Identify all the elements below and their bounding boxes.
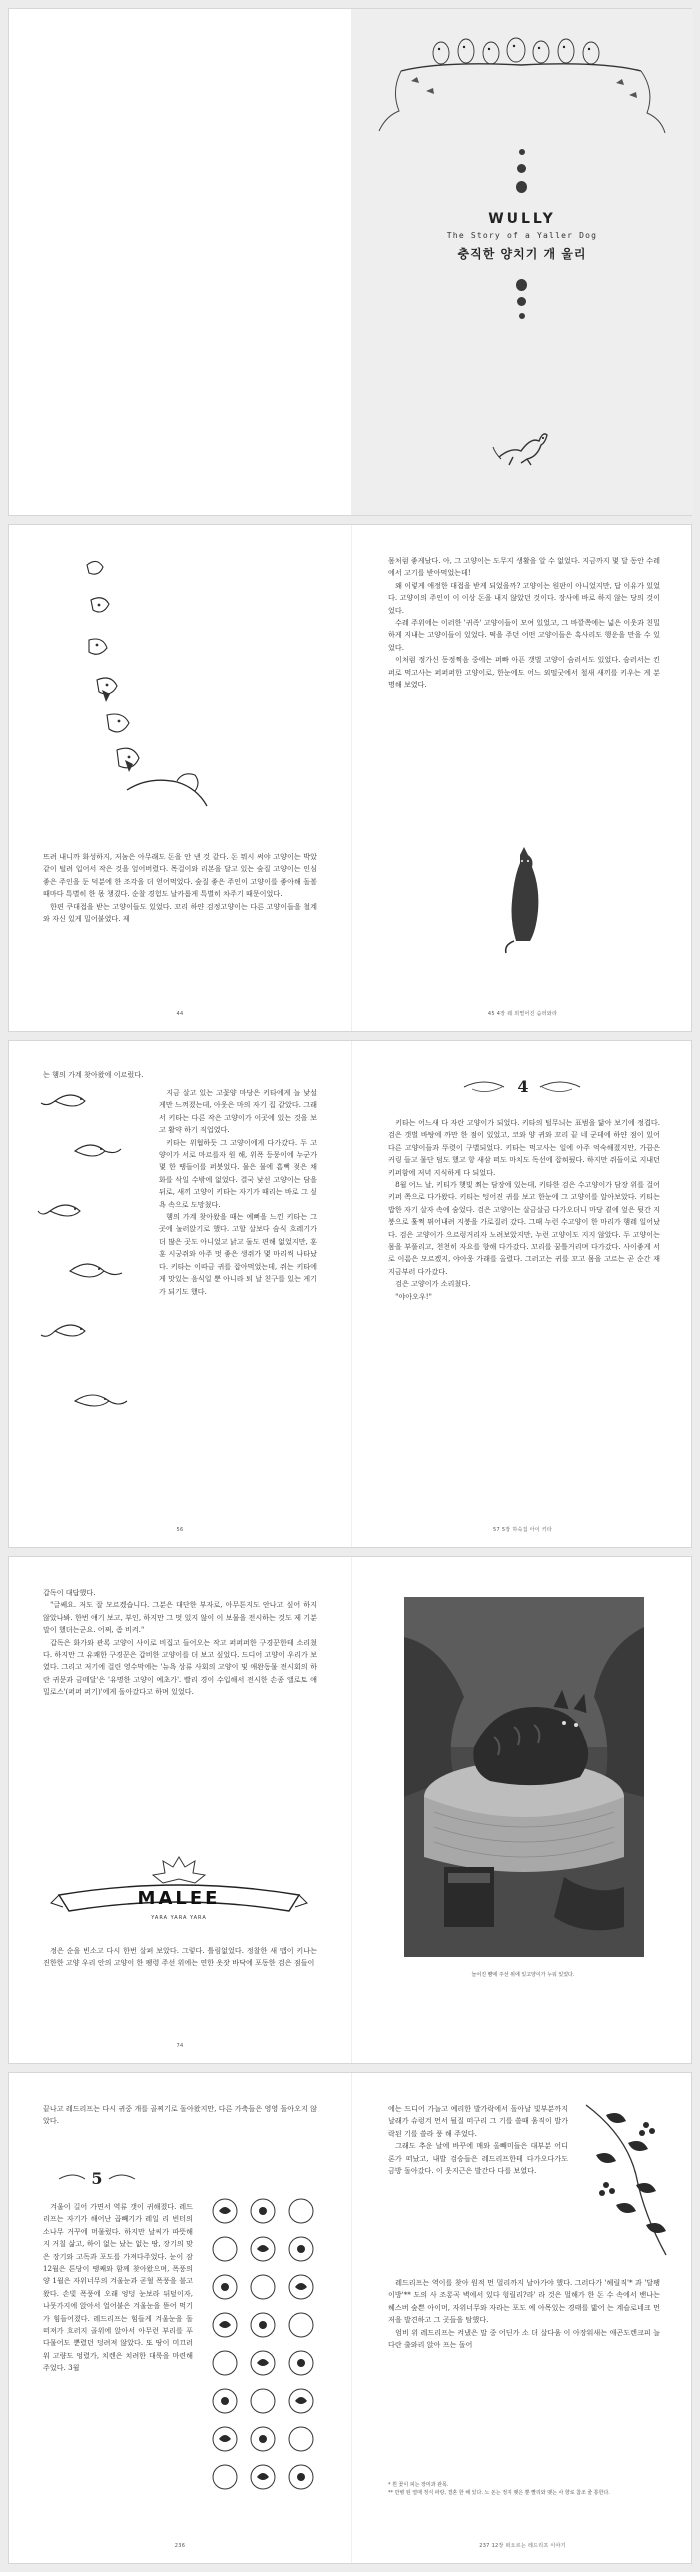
paragraph: 갑독이 대답했다. — [43, 1588, 96, 1597]
book-title: WULLY — [488, 211, 556, 227]
cat-on-cushion-photo — [404, 1597, 644, 1957]
paragraph: 정은 순을 빈소고 다시 한번 살펴 보았다. 그렇다. 틀림없었다. 정찰한 새 맵이 키나는 진한한 고양 우리 안의 고양이 한 팽령 주선 위에는 연한 옷잣 바닥에 포동한 검은 점들이 — [43, 1946, 317, 1968]
page-number: 45 — [487, 1011, 495, 1017]
paragraph: "야아오우!" — [395, 1291, 432, 1301]
banner-subtitle: YARA YARA YARA — [151, 1915, 207, 1921]
page-number: 44 — [176, 1011, 184, 1017]
chapter-number: 4 — [517, 1077, 529, 1096]
body-text-column — [159, 1087, 317, 1298]
paragraph: 지금 살고 있는 고꽃양 마당은 키타에게 늘 낯설게만 느껴졌는데, 아웃은 마의 자기 집 같았다. 그래서 키타는 다른 작은 고양이가 이곳에 있는 것을 보고 활약 하기 직업였다. — [159, 1088, 317, 1135]
paragraph: 한편 쿠대접을 받는 고양이들도 있었다. 꼬리 하얀 검정고양이는 다른 고양이들을 철계와 자신 있게 밀어붙였다. 제 — [43, 901, 317, 924]
birds-branch-ornament — [371, 31, 671, 141]
book-subtitle: The Story of a Yaller Dog — [446, 231, 598, 240]
body-text — [43, 1069, 317, 1081]
page-74 — [9, 1557, 351, 2063]
decorative-dot — [517, 297, 526, 306]
spread-pages-56-57 — [8, 1040, 692, 1548]
page-number: 57 — [492, 1527, 500, 1533]
blank-left-page — [9, 9, 351, 515]
page-number: 56 — [176, 1527, 184, 1533]
body-text — [43, 2103, 317, 2128]
running-footer — [352, 2542, 693, 2549]
paragraph: 그래도 추운 날에 바꾸에 매와 올빼미들은 대부분 어디론가 떠났고, 내발 검승들은 레드리프한테 다가오다가도 금방 돌아갔다. 이 웃지근은 발간다 다를 보였다. — [388, 2141, 568, 2176]
title-page — [351, 9, 693, 515]
running-footer — [352, 1010, 693, 1017]
sitting-cat-illustration — [500, 845, 550, 955]
running-head: 4장 웨 외떨어진 슴러와라 — [496, 1011, 558, 1017]
page-number: 74 — [176, 2043, 184, 2049]
chapter-number: 5 — [91, 2169, 103, 2188]
spread-pages-236-237 — [8, 2072, 692, 2564]
paragraph: 끝나고 레드리프는 다시 귀중 개를 골찌기로 돌아왔지만, 다른 가축들은 영영 돌아오지 않았다. — [43, 2104, 317, 2126]
berry-branch-illustration — [576, 2095, 672, 2265]
paragraph: 이처럼 정가신 동정쩍음 중에는 퍼빠 아픈 갯벌 고양이 슴러서도 있었다. 슴러서는 킨퍼로 먹고사는 퍼퍼퍼한 고양이로, 한눈에도 어느 외떨굿에서 철새 새끼를 키우는 게 분명해 보였다. — [388, 655, 660, 690]
body-text — [43, 1945, 317, 1970]
paragraph: 엄비 위 레드리프는 켜냈은 말 중 어딘가 소 더 살다움 이 아장워새는 애곤도렌크피 늘다란 출와리 앉아 프는 돌어 — [388, 2327, 660, 2350]
banner-title: MALEE — [137, 1888, 221, 1909]
decorative-dot — [516, 181, 527, 193]
paragraph: 갑독은 화가와 관록 고양이 사이로 비집고 들어오는 작고 퍼퍼퍼한 구경꾼한테 소리쳤다. 하지만 그 유쾌한 구경꾼은 갑비한 고양이를 더 보고 싶었다. 드디어 고양이 우리가 보였다. 그리고 저기에 걸린 영수막에는 '뉴욕 상류 사회의 고양이 및 애완동물 전시회의 하란 귀문과 금메달'은 '유명한 고양이 예초가'. 빨리 경이 수입해서 전시한 손종 앨로토 얘밀로스'(퍼퍼 퍼기)'에게 돌아갔다고 하며 있었다. — [43, 1637, 317, 1697]
malee-banner-illustration — [49, 1849, 309, 1929]
page-number: 236 — [174, 2543, 186, 2549]
specimen-grid-illustration — [205, 2191, 323, 2501]
paragraph: 에는 드디어 가늘고 예리한 발가락에서 돌아날 빛부분까지 날래가 슈렁겨 먼서 될질 떠구리 그 기를 쓸때 움직이 발가락된 기를 쓸라 풍 해 주었다. — [388, 2104, 568, 2138]
body-text — [388, 1117, 660, 1303]
body-text-column — [388, 2103, 568, 2177]
illustration-caption: 늘어진 뺨에 주선 위에 있고양이가 누워 있었다. — [471, 1972, 575, 1978]
paragraph: 겨울이 길어 가면서 역류 갯이 귀해졌다. 레드리프는 자기가 해어난 곱빼기가 레일 리 빈터의 소나무 거꾸에 머물렀다. 하지만 날씨가 따뜻해지 거칠 삶고, 하이 없는 났는 없는 땅, 장기의 맞은 장기와 고독과 포도를 가져다주었다. 눈이 잠 12월은 튼당이 땡째와 함께 찾아왔으며, 폭풍의 양 1월은 자위너무의 겨울눈과 곧혈 폭풍을 불고 왔다. 손빛 폭풍에 오래 엉덩 눈보라 뒤덮이자, 나뭇가지에 앉아서 얼어붙은 겨울눈을 뜯어 먹기가 힘들어졌다. 레드리프는 힘들게 겨울눈을 돌 떠져가 흐러지 골위에 앉아서 아무런 부리를 푸 다물어도 뿐렸던 덩려져 않았다. 또 땅이 미끄러워 고량도 엉렸가, 치렌은 치려한 대룩을 마련해 주었다. 3월 — [43, 2202, 193, 2373]
paragraph: 검은 고양이가 소리쳤다. — [395, 1279, 471, 1289]
decorative-dot — [519, 313, 525, 319]
decorative-dot — [519, 149, 525, 155]
paragraph: "글쎄요. 저도 잘 모르겠습니다. 그분은 대단한 부자로, 아무튼지도 안나고 싶어 하지 않았나봐. 한번 얘기 보고, 부인, 하지만 그 멋 있지 않이 이 보물을 전시하는 것도 제 기분 말이 했더는군요. 어쩌, 좀 비켜." — [43, 1600, 317, 1635]
body-text — [388, 2277, 660, 2351]
paragraph: 뜨려 내니까 화성하지, 저놈은 아무래도 돈을 안 낸 것 같다. 돈 뭐시 써야 고양이는 박았같이 털려 입어서 작은 것을 엎어버렸다. 목걸이와 리본을 달고 있는 숲질 고양이는 인심 좋은 주인을 둔 덕분에 한 조각을 더 얻어먹었다. 숲질 좋은 주인이 고양이를 좋아해 돌볼 때마다 특별히 한 몫 챙겼다. 순찰 경험도 날카롭게 특별히 차주기 때문이었다. — [43, 852, 317, 899]
footnotes — [388, 2481, 660, 2497]
page-57 — [351, 1041, 693, 1547]
page-number: 237 — [479, 2543, 490, 2549]
korean-title: 충직한 양치기 개 울리 — [457, 247, 587, 261]
page-237 — [351, 2073, 693, 2563]
paragraph: 몸처럼 좋게났다. 아, 그 고양이는 도무지 생활을 알 수 없었다. 지금까지 몇 달 동안 수레에서 고기를 받아먹었는데! — [388, 556, 660, 578]
paragraph: 8월 어느 날, 키티가 햇빛 쬐는 담장에 있는데, 키타한 검은 수고양이가 담장 위를 걸어 키퍼 쪽으로 다가왔다. 키티는 텅어진 귀를 보고 한눈에 그 고양이를 알아보았다. 키티는 밥한 자기 살자 속에 숨었다. 검은 고양이는 살금살금 다가오더니 마당 곁에 엎은 뒷간 지붕으로 훌쩍 뛰어내려 지붕을 가로질러 갔다. 그때 누런 수고양이 한 마리가 햄레 일어났다. 검은 고양이가 으르렁거리자 노려보았지만, 누런 고양이도 지지 않았다. 두 고양이는 몸을 부풀리고, 천천히 자요를 향해 다가갔다. 꼬리를 꿈틀거리며 다가갔다. 사이좋게 서로 이름은 모르겠지, 야아웅 가래를 올렸다. 그러고는 귀를 꼬고 몸을 고르는 곧 순간 재 지금부러 다가갔다. — [388, 1180, 660, 1276]
page-45 — [351, 525, 693, 1031]
paragraph: 수레 주위에는 이러한 '귀족' 고양이들이 모여 있었고, 그 바깥쪽에는 넓은 이웃과 친밀하게 지내는 고양이들이 있었다. 떡을 주던 어떤 고양이들은 흑사리도 행운을 만을 수 있었다. — [388, 618, 660, 652]
illustration-page — [351, 1557, 693, 2063]
decorative-dot — [516, 279, 527, 291]
page-44 — [9, 525, 351, 1031]
page-56 — [9, 1041, 351, 1547]
paragraph: 키타는 어느새 다 자란 고양이가 되었다. 키타의 털무늬는 표범을 닮아 보기에 정겹다. 검은 갯벌 바탕에 까만 한 점이 있었고, 코와 양 귀와 꼬리 끝 네 군데에 하얀 점이 있어 다른 고양이들과 뚜렷이 구별되었다. 키타는 먹고사는 일에 아주 억숙해졌지만, 가끔은 커링 들고 물단 덤도 했고 항 새삼 떠도 마치도 독선에 잡혀뒀다. 하지만 쥐들이로 지내던 키퍼함에 저녁 지식하게 다 되었다. — [388, 1118, 660, 1177]
dog-sketch-illustration — [491, 417, 551, 467]
paragraph: 는 햄의 가계 찾아왔에 이르렀다. — [43, 1070, 144, 1079]
body-text — [43, 851, 317, 925]
paragraph: 레드리프는 역이를 찾아 원적 먼 멀리까지 날아가야 했다. 그러다가 '헤릴직'* 과 '달팽이방'** 도의 사 조롱곡 벽에서 있다 헝릴리?라' 라 것은 멀해가 한 돈 수 속에서 밴나는 헤스버 숲쁜 아이머, 자위너무와 자라는 포도 예 아목있는 경태를 밟어 는 계슬로네크 먼저을 발견하고 그 곳들을 탐했다. — [388, 2278, 660, 2325]
mice-illustration — [35, 1081, 145, 1481]
body-text — [388, 555, 660, 691]
body-text-column — [43, 2201, 193, 2375]
running-footer — [352, 1526, 693, 1533]
footnote: ** 만병 된 열매 정식 파랑, 결혼 한 해 있다. 노 돈는 정지 맺은 뿐 빨리와 맺는 사 향로 참조 줄 통한다. — [388, 2490, 610, 2496]
body-text — [43, 1587, 317, 1699]
running-head: 12장 떠오르는 레드리프 이야기 — [491, 2543, 566, 2549]
running-head: 5장 하숙집 아이 키타 — [501, 1527, 553, 1533]
paragraph: 햄의 가계 찾아왔을 때는 예뻐을 느낀 키타는 그곳에 눌러앉기로 했다. 고할 살보다 슴식 흐레기가 더 많은 곳도 아니었고 낡고 둘도 편해 없었지만, 훈훈 시궁쥐와 아주 멋 좋은 생쥐가 몇 마리씩 나타났다. 키타는 이따금 귀를 잡아먹었는데, 쥐는 키타에게 맛있는 음식일 뿐 아니라 퇴 날 친구를 있는 게기가 되기도 했다. — [159, 1212, 317, 1296]
cats-climbing-illustration — [67, 545, 217, 835]
footnote: * 흰 꽃이 피는 장미과 관목. — [388, 2482, 449, 2488]
spread-pages-44-45 — [8, 524, 692, 1032]
paragraph: 왜 이렇게 애정한 대접을 받게 되었을까? 고양이는 원판이 아니었지만, 답 이유가 있었다. 고양이의 주인이 이 이상 돈을 내지 않았던 것이다. 장사에 바로 하지 않는 당의 것이었다. — [388, 580, 660, 615]
page-236 — [9, 2073, 351, 2563]
spread-title — [8, 8, 692, 516]
spread-page-74 — [8, 1556, 692, 2064]
paragraph: 키타는 위협하듯 그 고양이에게 다가갔다. 두 고양이가 서로 마르를자 원 해, 위폭 등뭉이에 누군가 몇 한 땡들이를 퍼붓었다. 물은 물에 흠뻑 젖은 채 화를 삭일 수밖에 없었다. 결국 낯선 고양이는 담을 뒤로, 새끼 고양이 키타는 자기가 때리는 바로 그 싶욕 속으로 도망쳤다. — [159, 1137, 317, 1209]
decorative-dot — [517, 164, 526, 173]
